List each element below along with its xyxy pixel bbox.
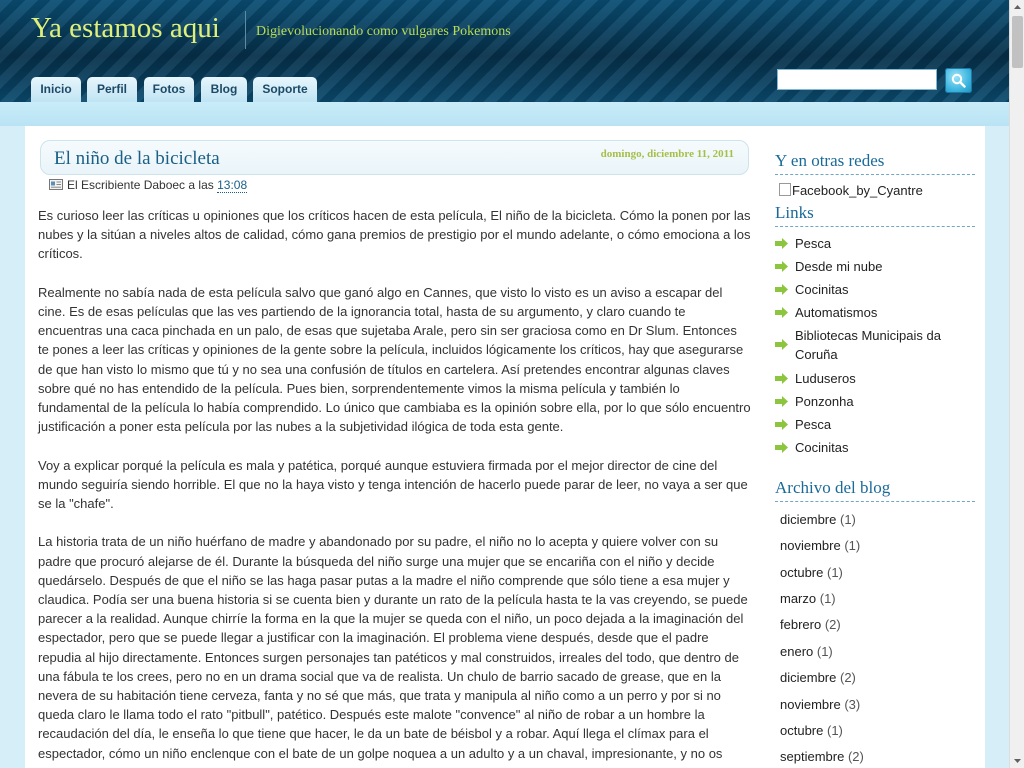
sidebar-link-label: Ponzonha (795, 394, 854, 409)
archive-count: (1) (839, 512, 856, 527)
sidebar-link[interactable] (775, 392, 975, 411)
archive-item (780, 591, 836, 606)
post-title[interactable]: El niño de la bicicleta (54, 148, 220, 169)
archive-count: (1) (819, 591, 836, 606)
sidebar-link[interactable] (775, 303, 975, 322)
title-divider (245, 11, 246, 49)
archive-month-link[interactable]: noviembre (780, 697, 841, 712)
arrow-right-icon (775, 261, 789, 272)
post-author[interactable]: El Escribiente Daboec (67, 178, 186, 192)
search-input[interactable] (777, 69, 937, 90)
post-date: domingo, diciembre 11, 2011 (600, 148, 734, 160)
archive-item (780, 565, 843, 580)
archive-count: (3) (844, 697, 861, 712)
post-header (40, 140, 749, 175)
sidebar-link[interactable] (775, 369, 975, 388)
post-time-prefix: a las (188, 178, 214, 192)
archive-count: (1) (816, 644, 833, 659)
tab-blog[interactable]: Blog (201, 77, 247, 102)
archive-count: (2) (847, 749, 864, 764)
tab-perfil[interactable]: Perfil (87, 77, 137, 102)
author-icon (49, 179, 63, 190)
post-body (38, 206, 751, 768)
archive-month-link[interactable]: febrero (780, 617, 822, 632)
archive-month-link[interactable]: marzo (780, 591, 817, 606)
sidebar-link[interactable] (775, 415, 975, 434)
post-paragraph: Realmente no sabía nada de esta película salvo que ganó algo en Cannes, que visto lo visto es un aviso a escapar del cine. Es de esas películas que las ves partiendo de la ignorancia total, hasta de su argumento, y claro cuando te encuentras una caca pinchada en un palo, de esas que sujetaba Arale, pero sin ser graciosa como en Dr Slum. Entonces te pones a leer las críticas y opiniones de la gente sobre la película, incluidos lógicamente los críticos, hay que asegurarse de que han visto lo mismo que tú y no sea una confusión de títulos en cartelera. Así pretendes encontrar algunas claves sobre qué no has entendido de la película. Pues bien, sorprendentemente vimos la misma película y también lo fundamental de la película lo había comprendido. Lo único que cambiaba es la opinión sobre ella, por lo que sólo encuentro justificación a poner esta película por las nubes a la subjetividad ilógica de toda esta gente. (38, 284, 751, 435)
site-description: Digievolucionando como vulgares Pokemons (256, 24, 511, 39)
facebook-badge-alt: Facebook_by_Cyantre (792, 183, 923, 198)
post-meta (49, 178, 247, 192)
tab-inicio[interactable]: Inicio (31, 77, 81, 102)
archive-count: (1) (844, 538, 861, 553)
blog-header (0, 0, 1010, 102)
sidebar-title-archive: Archivo del blog (775, 478, 975, 502)
arrow-right-icon (775, 419, 789, 430)
sidebar-link-label: Automatismos (795, 305, 878, 320)
search-button[interactable] (945, 68, 972, 93)
archive-item (780, 644, 833, 659)
archive-item (780, 512, 856, 527)
arrow-right-icon (775, 373, 789, 384)
archive-month-link[interactable]: septiembre (780, 749, 845, 764)
post-paragraph: Voy a explicar porqué la película es mala y patética, porqué aunque estuviera firmada por el mejor director de cine del mundo seguiría siendo horrible. El que no la haya visto y tenga intención de hacerlo puede parar de leer, no vaya a ser que se la "chafe". (38, 457, 748, 512)
archive-item (780, 697, 860, 712)
vertical-scrollbar[interactable] (1009, 0, 1024, 768)
header-strip (0, 102, 1010, 126)
sidebar-link[interactable] (775, 257, 975, 276)
content-area (25, 126, 985, 768)
sidebar-link[interactable] (775, 280, 975, 299)
archive-item (780, 538, 860, 553)
sidebar-link-label: Pesca (795, 236, 832, 251)
archive-month-link[interactable]: octubre (780, 565, 824, 580)
archive-item (780, 617, 841, 632)
archive-count: (2) (824, 617, 841, 632)
sidebar-link[interactable] (775, 326, 975, 364)
tab-fotos[interactable]: Fotos (144, 77, 194, 102)
sidebar-link-label: Luduseros (795, 371, 856, 386)
arrow-right-icon (775, 396, 789, 407)
scroll-up-arrow-icon[interactable] (1010, 0, 1024, 15)
sidebar-link-label: Cocinitas (795, 440, 849, 455)
sidebar-link-label: Desde mi nube (795, 259, 883, 274)
arrow-right-icon (775, 339, 789, 350)
archive-item (780, 749, 864, 764)
archive-month-link[interactable]: diciembre (780, 512, 837, 527)
arrow-right-icon (775, 284, 789, 295)
sidebar-link-label: Cocinitas (795, 282, 849, 297)
archive-month-link[interactable]: noviembre (780, 538, 841, 553)
sidebar-title-links: Links (775, 203, 975, 227)
sidebar-link-label: Pesca (795, 417, 832, 432)
sidebar-link[interactable] (775, 438, 975, 457)
arrow-right-icon (775, 307, 789, 318)
archive-month-link[interactable]: octubre (780, 723, 824, 738)
post-paragraph: La historia trata de un niño huérfano de madre y abandonado por su padre, el niño no lo acepta y quiere volver con su padre que procuró alejarse de él. Durante la búsqueda del niño surge una mujer que se encariña con el niño y decide quedárselo. Después de que el niño se las haga pasar putas a la madre el niño comprende que sólo tiene a esa mujer y claudica. Podía ser una buena historia si se cuenta bien y durante un rato de la película hasta te la vas creyendo, se puede parecer a la realidad. Aunque chirríe la forma en la que la mujer se queda con el niño, un poco dejada a la imaginación del espectador, pero que se puede llegar a justificar con la imaginación. El problema viene después, desde que el padre repudia al hijo directamente. Entonces surgen personajes tan patéticos y mal construidos, irreales del todo, que dentro de una fábula te los crees, pero no en un drama social que va de realista. Un chulo de barrio sacado de grease, que en la nevera de su habitación tiene cerveza, fanta y no sé que más, que trata y manipula al niño como a un perro y por si no queda claro le llama todo el rato "pitbull", patético. Después este malote "convence" al niño de robar a un hombre la recaudación del día, le enseña lo que tiene que hacer, le da un bate de béisbol y a robar. Aquí llega el clímax para el espectador, cómo un niño enclenque con el bate de un golpe noquea a un adulto y a un chaval, impresionante, y no os (38, 534, 748, 761)
scrollbar-thumb[interactable] (1012, 16, 1023, 68)
archive-month-link[interactable]: enero (780, 644, 814, 659)
sidebar-link[interactable] (775, 234, 975, 253)
arrow-right-icon (775, 238, 789, 249)
archive-count: (1) (827, 723, 843, 738)
post-paragraph: Es curioso leer las críticas u opiniones que los críticos hacen de esta película, El niño de la bicicleta. Cómo la ponen por las nubes y la sitúan a niveles altos de calidad, cómo gana premios de prestigio por el mundo adelante, o cómo emociona a los críticos. (38, 208, 751, 262)
archive-item (780, 723, 843, 738)
scroll-down-arrow-icon[interactable] (1010, 753, 1024, 768)
post-time[interactable]: 13:08 (217, 178, 248, 192)
broken-image-icon (779, 183, 791, 196)
tab-soporte[interactable]: Soporte (253, 77, 317, 102)
facebook-badge-image[interactable] (779, 183, 923, 198)
sidebar-title-redes: Y en otras redes (775, 151, 975, 175)
arrow-right-icon (775, 442, 789, 453)
sidebar-link-label: Bibliotecas Municipais da Coruña (795, 328, 941, 362)
archive-count: (1) (827, 565, 843, 580)
archive-month-link[interactable]: diciembre (780, 670, 837, 685)
site-title[interactable]: Ya estamos aqui (31, 12, 220, 44)
search-icon (951, 73, 966, 88)
archive-item (780, 670, 856, 685)
archive-count: (2) (839, 670, 856, 685)
